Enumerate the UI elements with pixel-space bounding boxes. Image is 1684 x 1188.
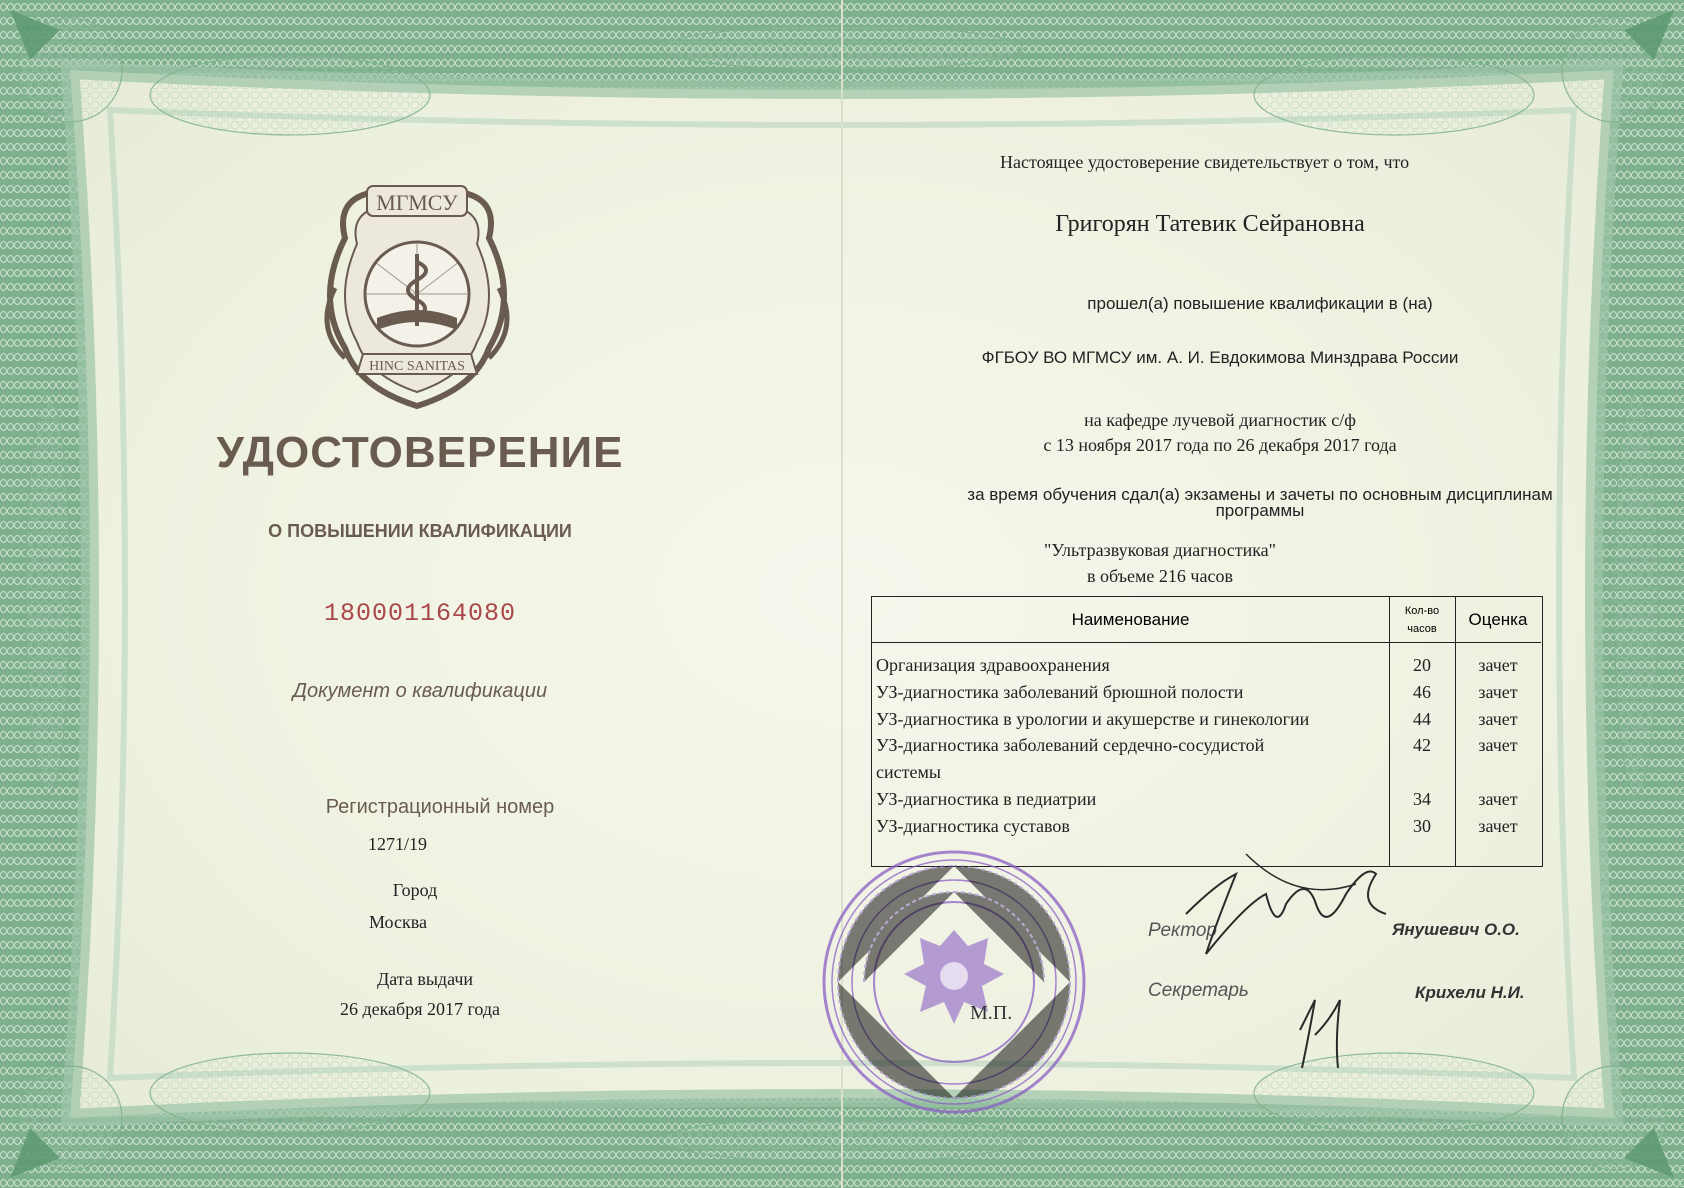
header-name: Наименование [872,597,1389,643]
secretary-name: Крихели Н.И. [1415,983,1525,1002]
city-value: Москва [369,912,427,932]
emblem-top-text: МГМСУ [376,190,458,215]
serial-number: 180001164080 [323,599,517,628]
header-grade: Оценка [1455,597,1541,643]
discipline-grade: зачет [1478,789,1518,809]
discipline-hours: 42 [1413,735,1431,755]
holder-full-name: Григорян Татевик Сейрановна [1055,211,1365,237]
discipline-grade: зачет [1478,682,1518,702]
rector-name: Янушевич О.О. [1392,920,1520,939]
discipline-hours: 30 [1413,816,1431,836]
discipline-name: УЗ-диагностика заболеваний сердечно-сосудистой системы [876,735,1265,782]
document-type: Документ о квалификации [292,680,548,702]
header-hours [1389,597,1455,643]
discipline-grade: зачет [1478,709,1518,729]
emblem-ribbon-text: HINC SANITAS [369,359,465,374]
exams-text [900,487,1620,519]
header-hours-line-2: часов [1407,622,1437,635]
discipline-hours: 34 [1413,789,1431,809]
secretary-label: Секретарь [1148,980,1249,1001]
discipline-hours: 44 [1413,709,1431,729]
program-volume: в объеме 216 часов [1087,566,1233,586]
university-emblem [305,178,529,414]
city-label: Город [392,880,438,900]
passed-text: прошел(а) повышение квалификации в (на) [1087,294,1433,313]
header-hours-line-1: Кол-во [1404,604,1440,617]
registration-number: 1271/19 [368,834,428,854]
institution-name: ФГБОУ ВО МГМСУ им. А. И. Евдокимова Минздрава России [981,348,1459,367]
program-name: "Ультразвуковая диагностика" [1043,540,1277,560]
issue-date: 26 декабря 2017 года [339,999,501,1019]
discipline-name: УЗ-диагностика заболеваний брюшной полости [876,682,1244,702]
exams-line-1: за время обучения сдал(а) экзамены и зачеты по основным дисциплинам [967,485,1553,504]
issue-date-label: Дата выдачи [376,969,474,989]
official-seal [818,846,1090,1118]
secretary-signature [1290,990,1360,1070]
discipline-name: УЗ-диагностика в урологии и акушерстве и гинекологии [876,709,1310,729]
rector-signature [1176,844,1396,964]
discipline-grade: зачет [1478,655,1518,675]
discipline-grade: зачет [1478,735,1518,755]
discipline-hours: 20 [1413,655,1431,675]
discipline-name: УЗ-диагностика суставов [876,816,1070,836]
stamp-mark: М.П. [970,1002,1013,1024]
registration-label: Регистрационный номер [325,796,555,818]
disciplines-table [871,596,1543,867]
exams-line-2: программы [1215,501,1305,520]
document-subtitle: О ПОВЫШЕНИИ КВАЛИФИКАЦИИ [268,521,572,541]
department-text: на кафедре лучевой диагностик с/ф [1084,410,1356,430]
rector-label: Ректор [1148,920,1217,941]
document-title: УДОСТОВЕРЕНИЕ [216,428,624,477]
discipline-hours: 46 [1413,682,1431,702]
intro-text: Настоящее удостоверение свидетельствует о том, что [1000,152,1410,172]
discipline-grade: зачет [1478,816,1518,836]
discipline-name: УЗ-диагностика в педиатрии [876,789,1097,809]
discipline-name: Организация здравоохранения [876,655,1110,675]
study-period: с 13 ноября 2017 года по 26 декабря 2017 года [1043,435,1397,455]
